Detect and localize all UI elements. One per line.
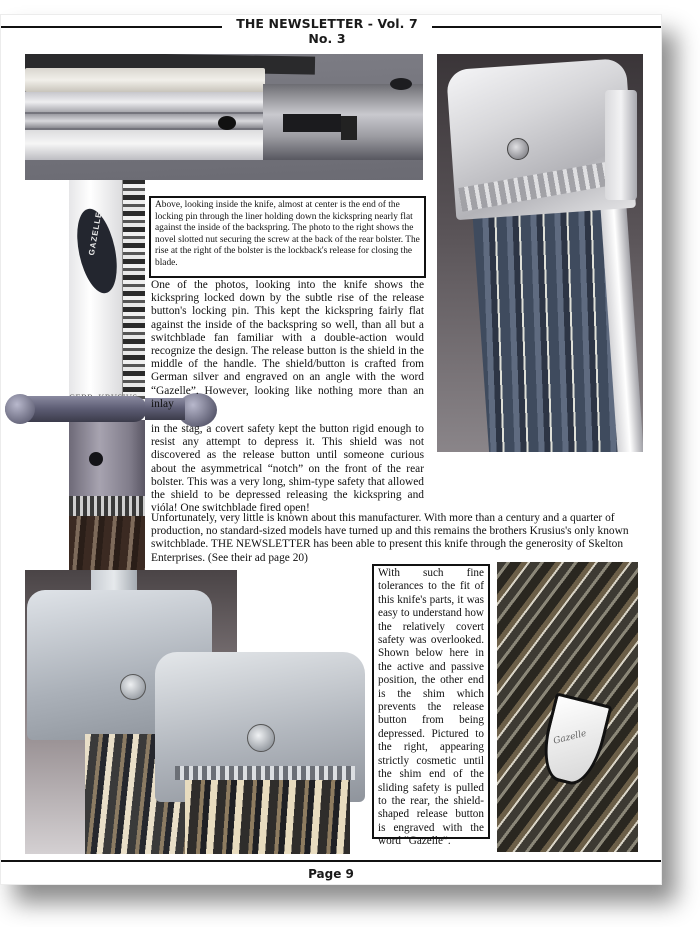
page-number: Page 9 xyxy=(308,867,354,881)
photo-safety-positions xyxy=(25,570,365,854)
article-paragraph-1: One of the photos, looking into the knife shows the kickspring locked down by the subtle rise of the release button's locking pin. This kept the kickspring fairly flat against the inside of the backspring so well, than all but a switchblade fan familiar with a double-action would recognize the design. The release button is the shield in the middle of the handle. The shield/button is crafted from German silver and engraved on an angle with the word “Gazelle”. However, looking like nothing more than an inlay xyxy=(151,279,424,410)
photo-blade-guard-handle: GAZELLE xyxy=(5,180,147,570)
photo-caption-box xyxy=(149,196,426,278)
article-paragraph-3: Unfortunately, very little is known about this manufacturer. With more than a century and a quarter of production, no standard-sized models have turned up and this remains the brothers Krusius's only known switchblade. THE NEWSLETTER has been able to present this knife through the generosity of Skelton Enterprises. (See their ad page 20) xyxy=(151,512,629,564)
header-rule-right xyxy=(432,26,662,28)
page-header xyxy=(0,14,662,44)
photo-rear-bolster xyxy=(437,54,643,452)
newsletter-title: THE NEWSLETTER - Vol. 7 No. 3 xyxy=(236,16,418,46)
caption-text: Above, looking inside the knife, almost at center is the end of the locking pin through the liner holding down the kickspring nearly flat against the inside of the backspring. The photo to the right shows the novel slotted nut securing the screw at the back of the rear bolster. The rise at the right of the bolster is the lockback's release for closing the blade. xyxy=(155,200,420,268)
sidebar-text-box xyxy=(372,564,490,848)
header-rule-left xyxy=(0,26,222,28)
article-paragraph-2: in the stag, a covert safety kept the button rigid enough to resist any attempt to depress it. This shield was not discovered as the release button until someone curious about the asymmetrical “notch” on the front of the rear bolster. This was a very long, shim-type safety that allowed the shield to be depressed releasing the kickspring and vióla! One switchblade fired open! xyxy=(151,423,424,515)
newsletter-page xyxy=(0,14,662,885)
sidebar-text: With such fine tolerances to the fit of this knife's parts, it was easy to understand how the relatively covert safety was overlooked. Shown below here in the active and passive position, the other end is the shim which prevents the release button from being depressed. Pictured to the right, appearing strictly cosmetic until the shim end of the sliding safety is pulled to the rear, the shield-shaped release button is engraved with the word “Gazelle”. xyxy=(378,567,484,848)
slotted-nut xyxy=(507,138,529,160)
cross-guard xyxy=(5,396,147,422)
photo-shield-button: Gazelle xyxy=(497,562,638,852)
footer-rule xyxy=(0,860,662,862)
photo-inside-knife xyxy=(25,54,423,180)
locking-pin xyxy=(218,116,236,130)
